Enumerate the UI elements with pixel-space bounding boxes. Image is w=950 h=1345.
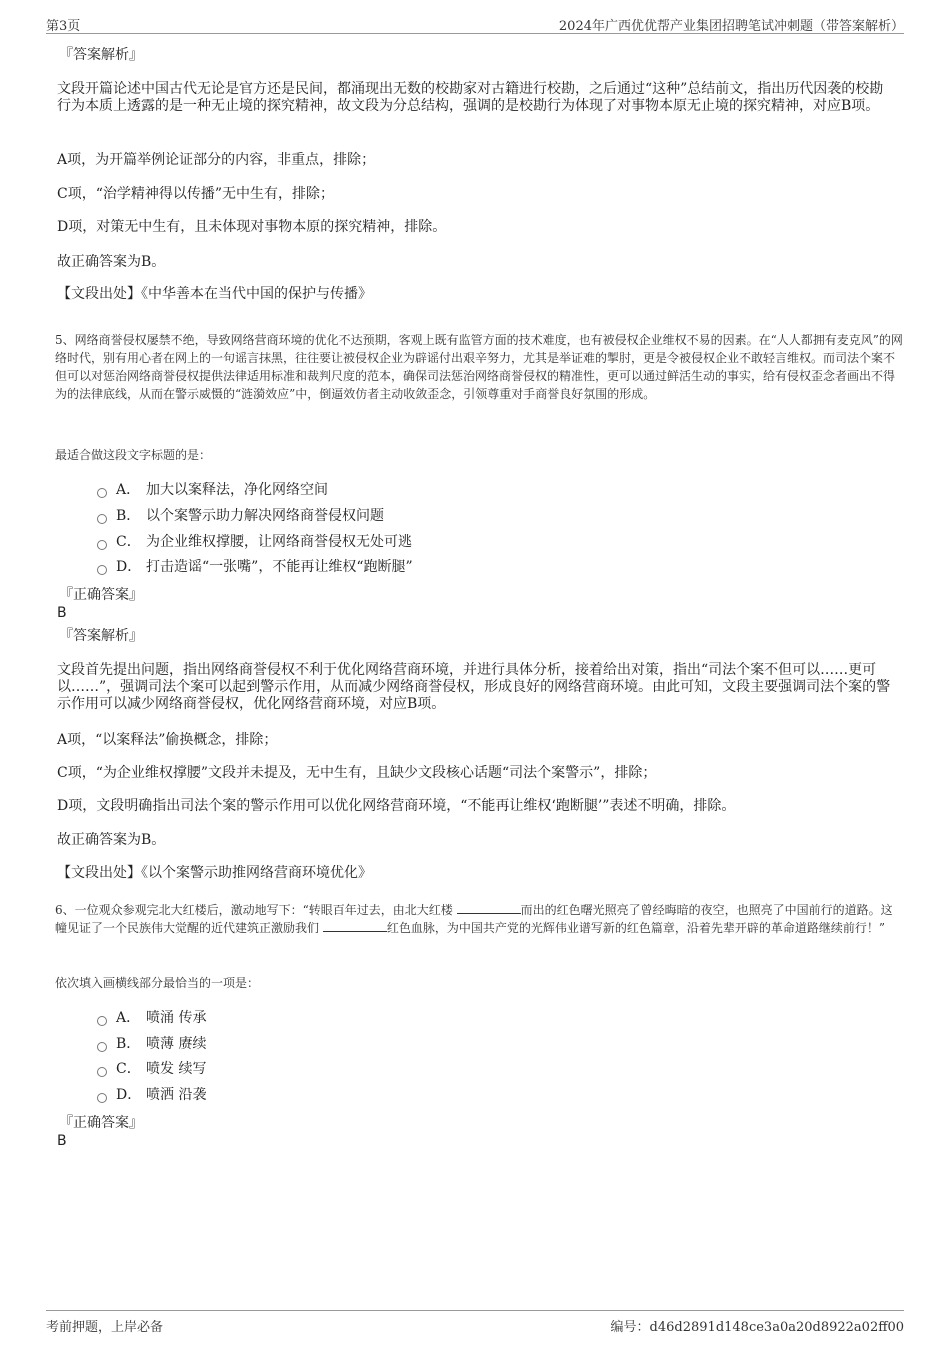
radio-icon[interactable] [97, 1042, 107, 1052]
q6-option-d[interactable]: D． 喷洒 沿袭 [97, 1087, 206, 1104]
q5-option-a[interactable]: A． 加大以案释法，净化网络空间 [97, 482, 328, 499]
fill-blank-1[interactable] [457, 902, 521, 914]
fill-blank-2[interactable] [323, 920, 387, 932]
radio-icon[interactable] [97, 565, 107, 575]
q4-option-d-note: D项，对策无中生有，且未体现对事物本原的探究精神，排除。 [57, 219, 447, 235]
q6-option-c[interactable]: C． 喷发 续写 [97, 1061, 206, 1078]
q5-source [57, 865, 897, 882]
radio-icon[interactable] [97, 514, 107, 524]
q6-stem: 6、一位观众参观完北大红楼后，激动地写下：“转眼百年过去，由北大红楼 而出的红色曙光照亮了曾经晦暗的夜空，也照亮了中国前行的道路。这幢见证了一个民族伟大觉醒的近代建筑正激励我们 红色血脉，为中国共产党的光辉伟业谱写新的红色篇章，沿着先辈开辟的革命道路继续前行！” [55, 903, 893, 935]
q5-answer-label: 『正确答案』 [59, 587, 143, 603]
q5-answer: B [57, 605, 67, 621]
q5-analysis-label: 『答案解析』 [59, 628, 143, 644]
q4-conclusion: 故正确答案为B。 [57, 254, 166, 270]
q4-analysis-text: 文段开篇论述中国古代无论是官方还是民间，都涌现出无数的校勘家对古籍进行校勘，之后通过“这种”总结前文，指出历代因袭的校勘行为本质上透露的是一种无止境的探究精神，故文段为分总结构，强调的是校勘行为体现了对事物本原无止境的探究精神，对应B项。 [57, 81, 884, 114]
radio-icon[interactable] [97, 1067, 107, 1077]
page-footer [46, 1310, 904, 1336]
radio-icon[interactable] [97, 540, 107, 550]
q4-source [57, 286, 897, 303]
document-title: 2024年广西优优帮产业集团招聘笔试冲刺题（带答案解析） [558, 19, 904, 34]
q4-analysis-label: 『答案解析』 [59, 47, 143, 63]
q5-question: 最适合做这段文字标题的是： [55, 448, 212, 462]
document-id: 编号：d46d2891d148ce3a0a20d8922a02ff00 [610, 1320, 904, 1335]
q5-stem: 5、网络商誉侵权屡禁不绝，导致网络营商环境的优化不达预期，客观上既有监管方面的技术难度，也有被侵权企业维权不易的因素。在“人人都拥有麦克风”的网络时代，别有用心者在网上的一句谣言抹黑，往往要让被侵权企业为辟谣付出艰辛努力，尤其是举证难的掣肘，更是令被侵权企业不敢轻言维权。而司法个案不但可以对惩治网络商誉侵权提供法律适用标准和裁判尺度的范本，确保司法惩治网络商誉侵权的精准性，更可以通过鲜活生动的事实，给有侵权歪念者画出不得为的法律底线，从而在警示威慑的“涟漪效应”中，倒逼效仿者主动收敛歪念，引领尊重对手商誉良好氛围的形成。 [55, 333, 903, 401]
radio-icon[interactable] [97, 488, 107, 498]
q5-option-d[interactable]: D． 打击造谣“一张嘴”，不能再让维权“跑断腿” [97, 559, 413, 576]
radio-icon[interactable] [97, 1093, 107, 1103]
q6-answer: B [57, 1133, 67, 1149]
q4-source-label: 【文段出处】 [57, 286, 141, 302]
q5-option-c-note: C项，“为企业维权撑腰”文段并未提及，无中生有，且缺少文段核心话题“司法个案警示”，排除； [57, 765, 657, 781]
q5-conclusion: 故正确答案为B。 [57, 832, 166, 848]
page-header [46, 14, 904, 34]
q5-source-title: 《以个案警示助推网络营商环境优化》 [141, 865, 372, 881]
page-number: 第3页 [46, 19, 81, 34]
q5-analysis-text: 文段首先提出问题，指出网络商誉侵权不利于优化网络营商环境，并进行具体分析，接着给出对策，指出“司法个案不但可以……更可以……”，强调司法个案可以起到警示作用，从而减少网络商誉侵权，形成良好的网络营商环境。由此可知，文段主要强调司法个案的警示作用可以减少网络商誉侵权，优化网络营商环境，对应B项。 [57, 662, 891, 712]
footer-slogan: 考前押题，上岸必备 [46, 1320, 164, 1335]
q6-answer-label: 『正确答案』 [59, 1115, 143, 1131]
q4-option-c-note: C项，“治学精神得以传播”无中生有，排除； [57, 186, 335, 202]
q5-source-label: 【文段出处】 [57, 865, 141, 881]
q5-option-b[interactable]: B． 以个案警示助力解决网络商誉侵权问题 [97, 508, 384, 525]
q5-option-a-note: A项，“以案释法”偷换概念，排除； [57, 732, 278, 748]
q5-option-c[interactable]: C． 为企业维权撑腰，让网络商誉侵权无处可逃 [97, 534, 412, 551]
q6-question: 依次填入画横线部分最恰当的一项是： [55, 976, 260, 990]
q4-source-title: 《中华善本在当代中国的保护与传播》 [141, 286, 372, 302]
q6-option-b[interactable]: B． 喷薄 赓续 [97, 1036, 206, 1053]
q5-option-d-note: D项，文段明确指出司法个案的警示作用可以优化网络营商环境，“不能再让维权‘跑断腿’”表述不明确，排除。 [57, 798, 736, 814]
q4-option-a-note: A项，为开篇举例论证部分的内容，非重点，排除； [57, 152, 376, 168]
radio-icon[interactable] [97, 1016, 107, 1026]
q6-option-a[interactable]: A． 喷涌 传承 [97, 1010, 206, 1027]
